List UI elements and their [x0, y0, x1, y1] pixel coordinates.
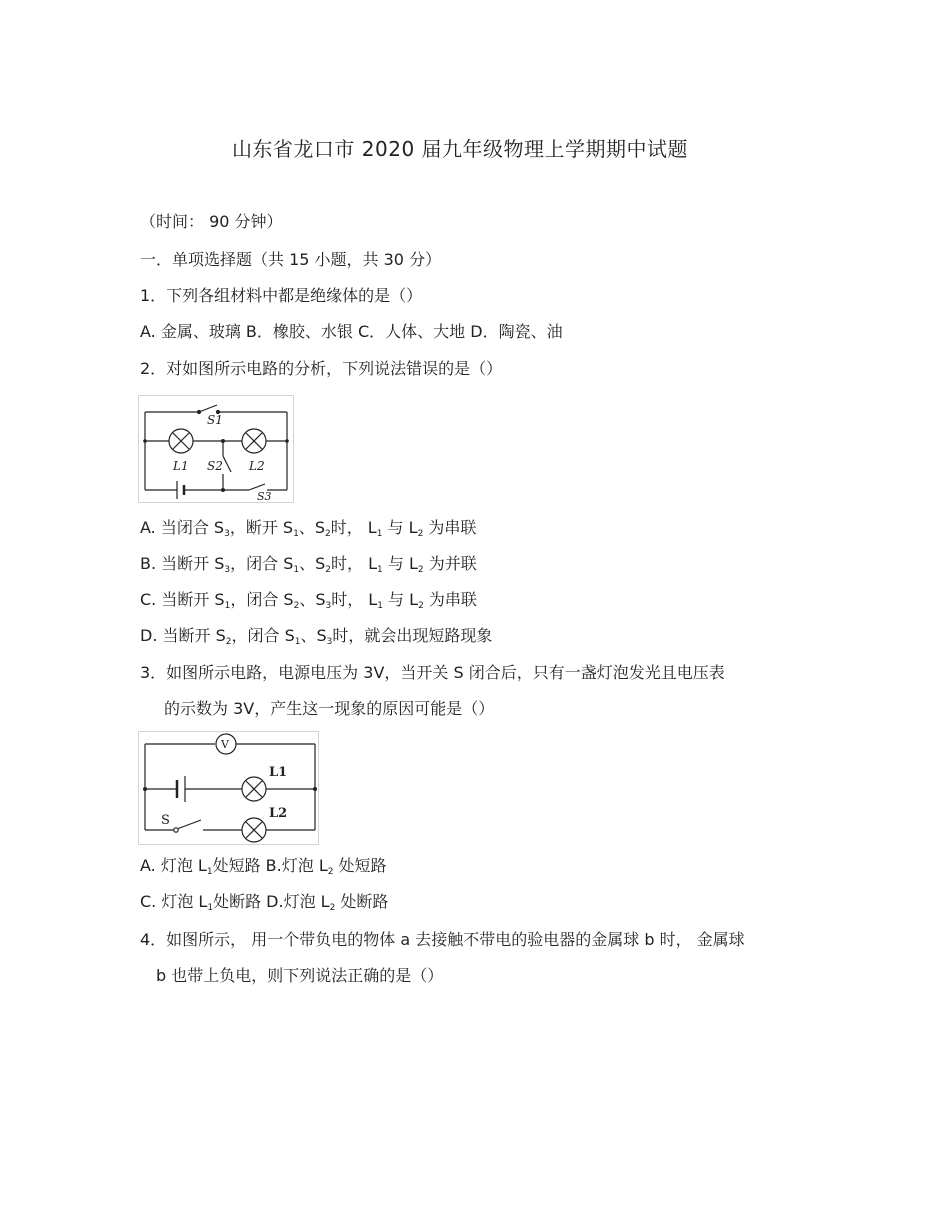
label-l2: L2: [269, 806, 288, 821]
q2-option-d: D. 当断开 S2，闭合 S1、S3时，就会出现短路现象: [140, 626, 493, 647]
label-s3: S3: [257, 490, 272, 502]
label-voltmeter: V: [221, 738, 229, 751]
q2-option-a: A. 当闭合 S3，断开 S1、S2时， L1 与 L2 为串联: [140, 518, 477, 539]
label-s1: S1: [207, 413, 223, 427]
q3-circuit-figure: [138, 731, 319, 845]
q2-option-c: C. 当断开 S1，闭合 S2、S3时， L1 与 L2 为串联: [140, 590, 477, 611]
label-l1: L1: [173, 459, 189, 473]
q3-options-ab: A. 灯泡 L1处短路 B.灯泡 L2 处短路: [140, 856, 387, 877]
label-s2: S2: [207, 459, 223, 473]
q3-options-cd: C. 灯泡 L1处断路 D.灯泡 L2 处断路: [140, 892, 389, 913]
q4-stem-line2: b 也带上负电，则下列说法正确的是（）: [156, 966, 444, 985]
label-switch-s: S: [161, 813, 170, 828]
q1-options: A. 金属、玻璃 B．橡胶、水银 C．人体、大地 D．陶瓷、油: [140, 322, 563, 341]
q1-stem: 1．下列各组材料中都是绝缘体的是（）: [140, 286, 423, 305]
q3-stem-line1: 3．如图所示电路，电源电压为 3V，当开关 S 闭合后，只有一盏灯泡发光且电压表: [140, 663, 725, 682]
q3-stem-line2: 的示数为 3V，产生这一现象的原因可能是（）: [164, 699, 495, 718]
exam-time: （时间： 90 分钟）: [140, 212, 283, 231]
page-title: 山东省龙口市 2020 届九年级物理上学期期中试题: [231, 137, 689, 161]
q2-option-b: B. 当断开 S3，闭合 S1、S2时， L1 与 L2 为并联: [140, 554, 477, 575]
label-l1: L1: [269, 765, 288, 780]
q2-stem: 2．对如图所示电路的分析，下列说法错误的是（）: [140, 359, 503, 378]
section-heading: 一．单项选择题（共 15 小题，共 30 分）: [140, 250, 442, 269]
label-l2: L2: [249, 459, 265, 473]
q2-circuit-figure: [138, 395, 294, 503]
q4-stem-line1: 4．如图所示， 用一个带负电的物体 a 去接触不带电的验电器的金属球 b 时， 金属球: [140, 930, 745, 949]
